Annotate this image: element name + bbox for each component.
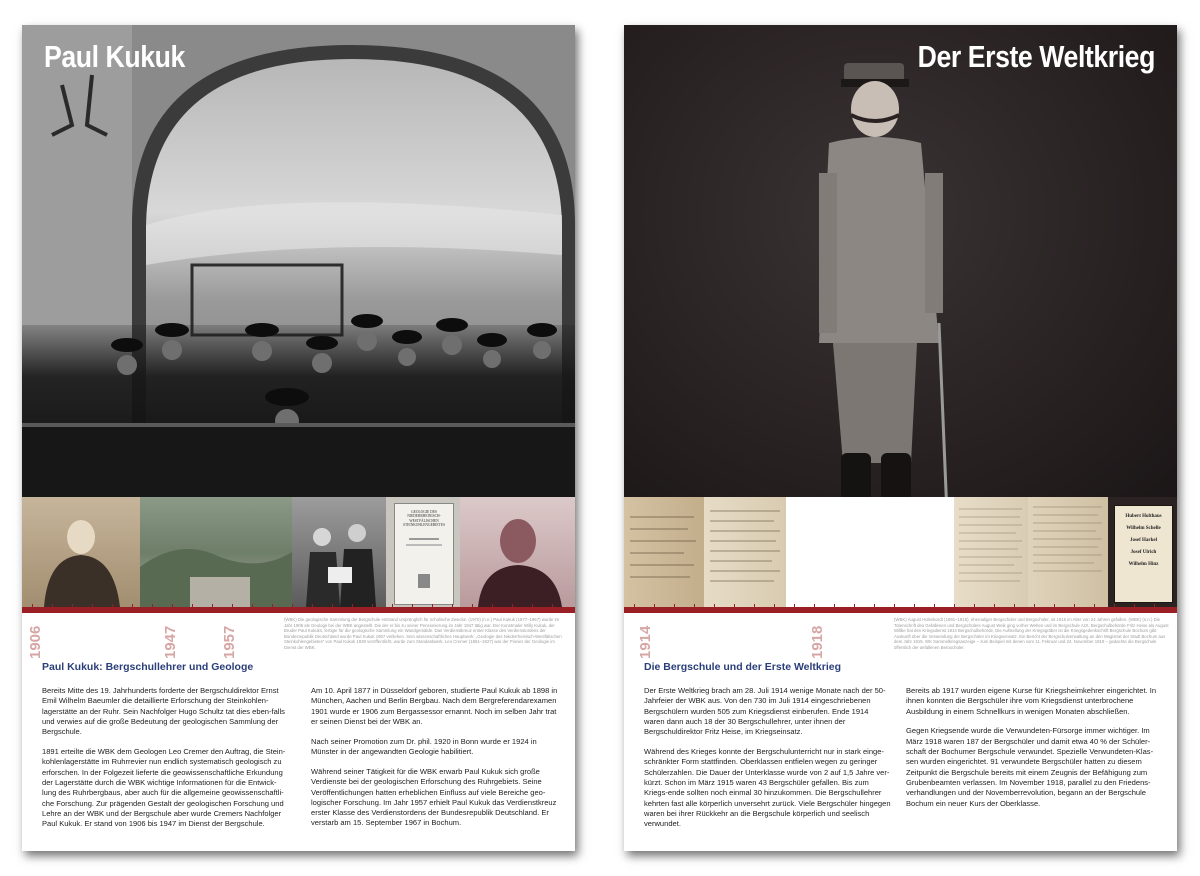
year-label: 1957 [221,625,238,659]
photo-award-ceremony [292,497,386,607]
paragraph: Gegen Kriegsende wurde die Verwundeten-Fürsorge immer wichtiger. Im März 1918 waren 187 der Bergschüler und damit etwa 40 % der Schüler-schaft der Bochumer Bergschule verwundet. Spezielle Verwundeten-Klas-sen wurden eingerichtet. 91 verwundete Bergschüler hatten zu diesem Zeitpunkt die Bergschule bereits mit einem Zeugnis der Befähigung zum Grubenbeamten verlassen. Im November 1918, parallel zu den Friedens-verhandlungen und der Novemberrevolution, begann an der Bergschule Bochum ein neuer Kurs der Oberklasse. [906,726,1154,808]
paragraph: Bereits Mitte des 19. Jahrhunderts forderte der Bergschuldirektor Ernst Emil Wilhelm Baeumler die detaillierte Erforschung der Steinkohlen-lagerstätte an der Ruhr. Sein Nachfolger Hugo Schultz tat dies eben-falls und verwies auf die große Bedeutung der geologischen Sammlung der Bergschule. [42,686,285,737]
notice-name: Wilhelm Hinz [1128,562,1159,567]
notice-name: Hubert Holthaus [1125,514,1162,519]
notice-name: Josef Harkel [1129,538,1158,543]
poster-title: Paul Kukuk [44,39,185,74]
photo-handwritten-document [624,497,704,607]
year-label: 1947 [162,625,179,659]
section-heading: Paul Kukuk: Bergschullehrer und Geologe [42,661,254,673]
soldier-figure-graphic [789,43,979,497]
paragraph: 1891 erteilte die WBK dem Geologen Leo Cremer den Auftrag, die Stein-kohlenlagerstätte im Ruhrrevier nun endlich systematisch geologisch zu erforschen. In der Folgezeit lieferte die geowissenschaftliche Erkundung der Lagerstätte durch die WBK wichtige Informationen für die Entwick-lung des Ruhrbergbaus, aber auch für die allgemeine geowissenschaftli-che Forschung. Zur prägenden Gestalt der geologischen Forschung und Lehre an der WBK und der Bergschule aber wurde Cremers Nachfolger Paul Kukuk. Er stand von 1906 bis 1947 im Dienst der Bergschule. [42,747,286,829]
section-heading: Die Bergschule und der Erste Weltkrieg [644,661,842,673]
document-strip [624,497,1177,607]
museum-scene-graphic [22,25,575,497]
image-captions: (WBK) Die geologische Sammlung der Bergschule entstand ursprünglich für schulische Zwecke. (1970) (n.n.) Paul Kukuk (1877–1967) wurde im Jahr 1906 als Geologe bei der WBK angestellt. Die der er bis zu seiner Pensionierung im Jahr 1947 tätig war. Der Kunstmaler Willy Kukuk, der Bruder Paul Kukuks, fertigte für die geologische Sammlung ein Wandgemälde. Das Verdienstkreuz erster Klasse des Verdienstordens der Bundesrepublik Deutschland wurde Paul Kukuk 1957 verliehen. Sein wissenschaftliches Hauptwerk: „Geologie des Niederrheinisch-Westfälischen Steinkohlengebietes“ von Paul Kukuk 1938 veröffentlicht, wurde zum Standardwerk. Leo Cremer (1861–1927) war der Pionier der Geologie im Dienst der WBK. [284,617,562,649]
photo-soldier-portrait [624,25,1177,497]
photo-list-document [1028,497,1108,607]
year-label: 1918 [809,625,826,659]
photo-letter-document [704,497,786,607]
photo-wall-painting [140,497,292,607]
year-label: 1906 [27,625,44,659]
notice-name: Josef Ulrich [1130,550,1157,555]
text-column-2 [311,686,559,838]
photo-paul-kukuk-portrait [22,497,140,607]
paragraph: Bereits ab 1917 wurden eigene Kurse für Kriegsheimkehrer eingerichtet. In ihnen konnten die Bergschüler ihre vom Kriegsdienst unterbrochene Ausbildung in einem Schnellkurs in wenigen Monaten abschließen. [906,686,1157,716]
photo-typed-report [954,497,1028,607]
year-label: 1914 [637,625,654,659]
photo-geology-book [386,497,460,607]
poster-title: Der Erste Weltkrieg [917,39,1155,74]
poster-erster-weltkrieg [624,25,1177,851]
paragraph: Am 10. April 1877 in Düsseldorf geboren, studierte Paul Kukuk ab 1898 in München, Aachen und Berlin Bergbau. Nach dem Bergreferendarexamen 1901 wurde er 1906 zum Bergassessor ernannt. Noch im selben Jahr trat er seinen Dienst bei der WBK an. [311,686,558,726]
book-title: GEOLOGIE DES NIEDERRHEINISCH-WESTFÄLISCHEN STEINKOHLENGEBIETES [403,510,445,528]
image-captions: (WBK) August Hülenkordt (1891–1915), ehemaliger Bergschüler und Bergschüler, ist 1915 im Alter von 24 Jahren gefallen. (WBK) (n.n.) Die Totenschrift des Gefallenen und Bergschülers August Weik ging vorher Wehen und im Bergschule Arzt. Bergschulbehörde Fritz Heise als August Willbe hat den Kriegsdienst 1914 Bergschulbehörde, Die Aufstellung der Kriegsgräber ist die Kriegsgedenkschrift Bergschule Bochum gibt Auskunft über die Verwendung der Bergschüler im Kriegseinsatz. Ein Bericht der Bergschulverwaltung an den Magistrat der Stadt Bochum aus dem Jahr 1915. WK Sammelkriegsanzeige – zum Beispiel mit denen vom 11. Februar und 24. November 1918 – gedachte die Bergschule öffentlich der gefallenen Bergschüler. [894,617,1169,649]
text-column-2 [906,686,1161,818]
poster-paul-kukuk [22,25,575,851]
text-column-1 [644,686,891,839]
photo-strip [22,497,575,607]
text-column-1 [42,686,289,839]
photo-leo-cremer-portrait [460,497,575,607]
paragraph: Während des Krieges konnte der Bergschulunterricht nur in stark einge-schränkter Form stattfinden. Oberklassen entfielen wegen zu geringer Schülerzahlen. Die Dauer der Unterklasse wurde von 2 auf 1,5 Jahre ver-kürzt. Schon im März 1915 waren 43 Bergschüler gefallen. Bis zum Kriegs-ende sollten noch einmal 30 hinzukommen. Die Bergschullehrer kehrten fast alle körperlich unversehrt zurück. Viele Bergschüler hingegen waren bei ihrer Rückkehr an die Bergschule körperlich und seelisch verwundet. [644,747,891,829]
photo-geological-collection [22,25,575,497]
timeline-bar [22,607,575,613]
photo-memorial-notice [1108,497,1177,607]
paragraph: Nach seiner Promotion zum Dr. phil. 1920 in Bonn wurde er 1924 in Münster in der angewandten Geologie habilitiert. [311,736,537,757]
notice-name: Wilhelm Schelle [1126,526,1161,531]
timeline-bar [624,607,1177,613]
paragraph: Der Erste Weltkrieg brach am 28. Juli 1914 wenige Monate nach der 50-Jahrfeier der WBK aus. Von den 730 im Juli 1914 eingeschriebenen Bergschülern wurden 505 zum Kriegsdienst einberufen. Ende 1914 waren dann auch 18 der 30 Bergschullehrer, unter ihnen der Bergschuldirektor Fritz Heise, im Kriegseinsatz. [644,686,886,737]
paragraph: Während seiner Tätigkeit für die WBK erwarb Paul Kukuk sich große Verdienste bei der geologischen Erforschung des Ruhrgebiets. Seine Veröffentlichungen hatten erheblichen Einfluss auf viele Bereiche geo-logischer Forschung. Im Jahr 1957 erhielt Paul Kukuk das Verdienstkreuz erster Klasse des Verdienstordens der Bundesrepublik Deutschland. Er verstarb am 15. September 1967 in Bochum. [311,766,557,828]
